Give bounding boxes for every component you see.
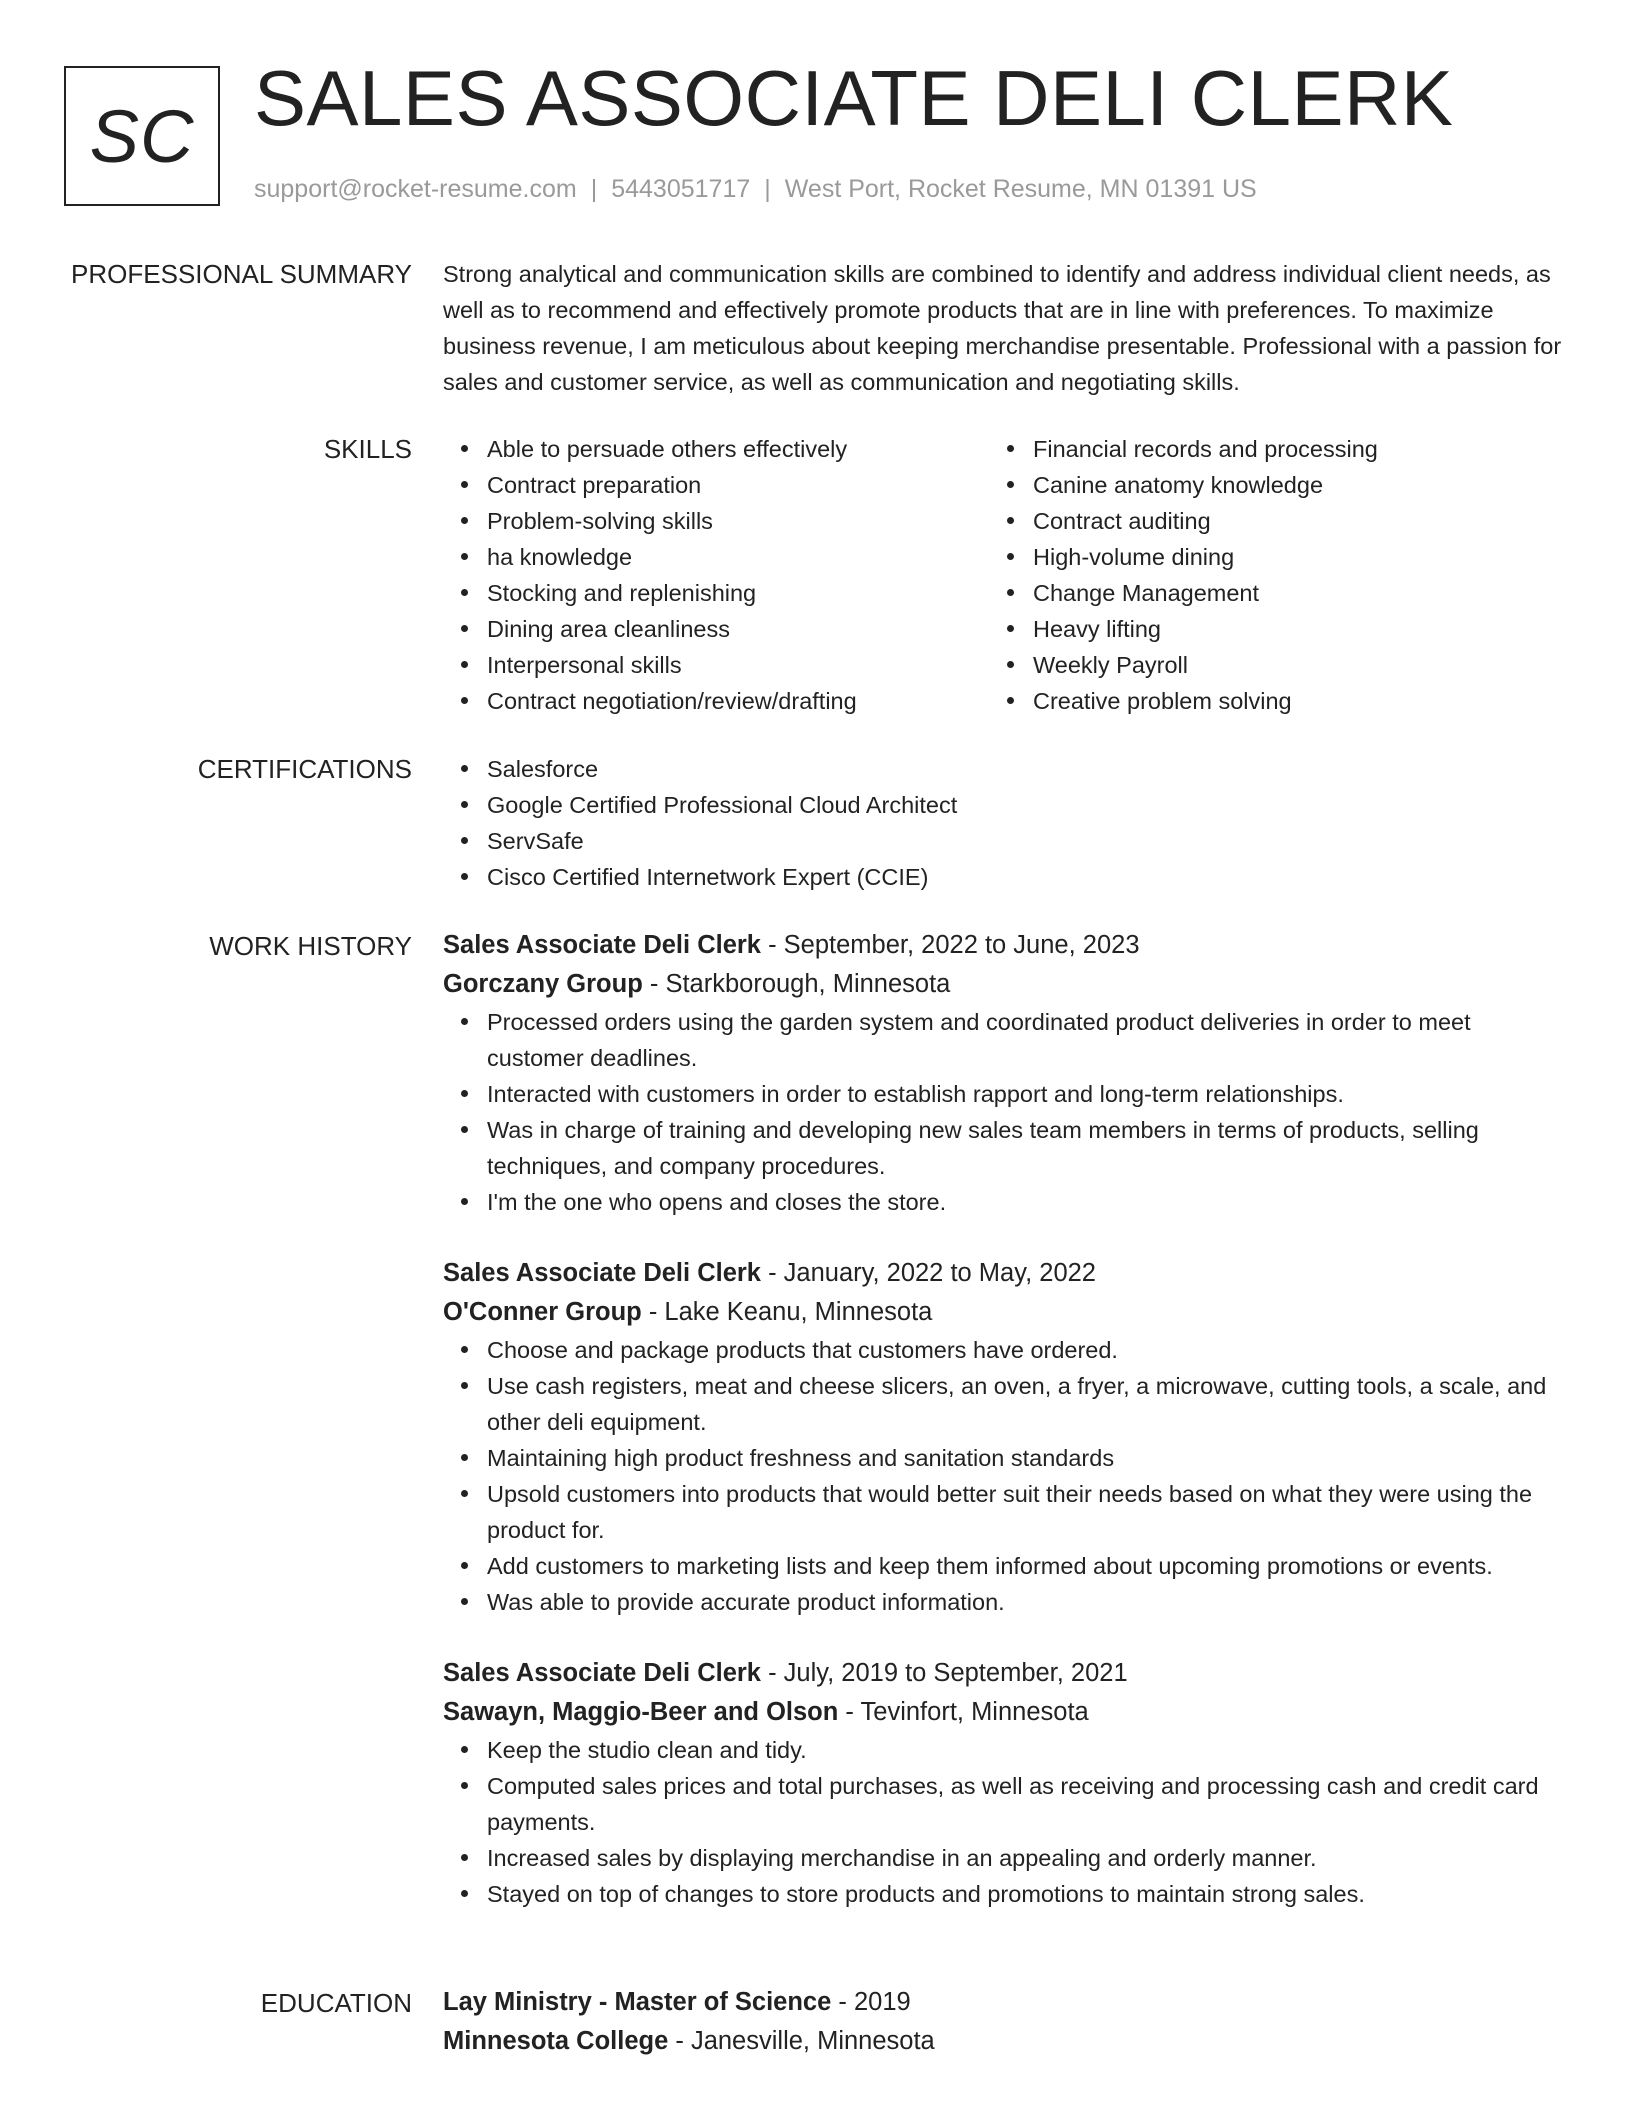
job-company-line xyxy=(443,1693,1563,1732)
contact-separator: | xyxy=(764,175,771,203)
job-company-line xyxy=(443,1293,1563,1332)
skills-column-left xyxy=(443,431,989,719)
education-year: - 2019 xyxy=(831,1988,911,2016)
job-bullet: Processed orders using the garden system and coordinated product deliveries in order to meet customer deadlines. xyxy=(487,1004,1563,1076)
certification-item: ServSafe xyxy=(487,823,1563,859)
education-location: - Janesville, Minnesota xyxy=(668,2027,935,2055)
certifications-body xyxy=(443,751,1563,895)
summary-body xyxy=(443,256,1563,400)
monogram-logo: SC xyxy=(64,66,220,206)
job-title-line xyxy=(443,1654,1563,1693)
skill-item: Contract preparation xyxy=(487,467,989,503)
skill-item: Canine anatomy knowledge xyxy=(1033,467,1535,503)
resume-title: SALES ASSOCIATE DELI CLERK xyxy=(254,54,1454,142)
job-title: Sales Associate Deli Clerk xyxy=(443,1259,761,1287)
job-bullet: Keep the studio clean and tidy. xyxy=(487,1732,1563,1768)
skill-item: Contract negotiation/review/drafting xyxy=(487,683,989,719)
job-bullet: Upsold customers into products that would better suit their needs based on what they were using the product for. xyxy=(487,1476,1563,1548)
skill-item: Stocking and replenishing xyxy=(487,575,989,611)
job-bullet: Add customers to marketing lists and keep them informed about upcoming promotions or events. xyxy=(487,1548,1563,1584)
job-bullet: Interacted with customers in order to establish rapport and long-term relationships. xyxy=(487,1076,1563,1112)
job-company: Gorczany Group xyxy=(443,970,643,998)
education-school-line xyxy=(443,2022,1563,2061)
job-dates: - September, 2022 to June, 2023 xyxy=(760,931,1140,959)
section-label-certifications: CERTIFICATIONS xyxy=(197,754,412,784)
section-label-education: EDUCATION xyxy=(260,1988,412,2018)
job-bullet: Stayed on top of changes to store products and promotions to maintain strong sales. xyxy=(487,1876,1563,1912)
contact-address: West Port, Rocket Resume, MN 01391 US xyxy=(784,175,1257,203)
job-company-line xyxy=(443,965,1563,1004)
section-label-summary: PROFESSIONAL SUMMARY xyxy=(71,259,412,289)
summary-text: Strong analytical and communication skills are combined to identify and address individual client needs, as well as to recommend and effectively promote products that are in line with preferences. To maximize business revenue, I am meticulous about keeping merchandise presentable. Professional with a passion for sales and customer service, as well as communication and negotiating skills. xyxy=(443,261,1562,395)
job-bullet: Computed sales prices and total purchases, as well as receiving and processing cash and credit card payments. xyxy=(487,1768,1563,1840)
skill-item: Change Management xyxy=(1033,575,1535,611)
job-location: - Lake Keanu, Minnesota xyxy=(641,1298,933,1326)
skill-item: Able to persuade others effectively xyxy=(487,431,989,467)
skills-column-right xyxy=(989,431,1535,719)
skill-item: Heavy lifting xyxy=(1033,611,1535,647)
skill-item: Interpersonal skills xyxy=(487,647,989,683)
skill-item: ha knowledge xyxy=(487,539,989,575)
job-title-line xyxy=(443,1254,1563,1293)
skill-item: Dining area cleanliness xyxy=(487,611,989,647)
job-title: Sales Associate Deli Clerk xyxy=(443,931,761,959)
job-bullet: Maintaining high product freshness and sanitation standards xyxy=(487,1440,1563,1476)
skill-item: Problem-solving skills xyxy=(487,503,989,539)
job-bullet: Choose and package products that customers have ordered. xyxy=(487,1332,1563,1368)
job-title-line xyxy=(443,926,1563,965)
section-label-work-history: WORK HISTORY xyxy=(209,931,412,961)
job-bullet: Was able to provide accurate product information. xyxy=(487,1584,1563,1620)
education-school: Minnesota College xyxy=(443,2027,669,2055)
certification-item: Salesforce xyxy=(487,751,1563,787)
certification-item: Cisco Certified Internetwork Expert (CCIE) xyxy=(487,859,1563,895)
contact-separator: | xyxy=(590,175,598,203)
job-location: - Starkborough, Minnesota xyxy=(642,970,951,998)
contact-email: support@rocket-resume.com xyxy=(254,175,577,203)
skill-item: Contract auditing xyxy=(1033,503,1535,539)
education-degree-line xyxy=(443,1983,1563,2022)
job-entry xyxy=(443,1654,1563,1912)
certification-item: Google Certified Professional Cloud Architect xyxy=(487,787,1563,823)
job-bullet: I'm the one who opens and closes the store. xyxy=(487,1184,1563,1220)
job-entry xyxy=(443,1254,1563,1620)
education-degree: Lay Ministry - Master of Science xyxy=(443,1988,832,2016)
job-location: - Tevinfort, Minnesota xyxy=(838,1698,1089,1726)
job-company: Sawayn, Maggio-Beer and Olson xyxy=(443,1698,839,1726)
work-history-body xyxy=(443,926,1563,1946)
skill-item: Weekly Payroll xyxy=(1033,647,1535,683)
skill-item: High-volume dining xyxy=(1033,539,1535,575)
job-bullet: Was in charge of training and developing new sales team members in terms of products, selling techniques, and company procedures. xyxy=(487,1112,1563,1184)
section-label-skills: SKILLS xyxy=(323,434,412,464)
job-title: Sales Associate Deli Clerk xyxy=(443,1659,761,1687)
job-company: O'Conner Group xyxy=(443,1298,642,1326)
job-dates: - January, 2022 to May, 2022 xyxy=(760,1259,1096,1287)
skill-item: Financial records and processing xyxy=(1033,431,1535,467)
education-body xyxy=(443,1983,1563,2061)
job-bullet: Increased sales by displaying merchandise in an appealing and orderly manner. xyxy=(487,1840,1563,1876)
job-bullet: Use cash registers, meat and cheese slicers, an oven, a fryer, a microwave, cutting tools, a scale, and other deli equipment. xyxy=(487,1368,1563,1440)
job-entry xyxy=(443,926,1563,1220)
contact-line xyxy=(254,172,1257,206)
skills-body xyxy=(443,431,1563,719)
skill-item: Creative problem solving xyxy=(1033,683,1535,719)
job-dates: - July, 2019 to September, 2021 xyxy=(760,1659,1128,1687)
contact-phone: 5443051717 xyxy=(611,175,751,203)
